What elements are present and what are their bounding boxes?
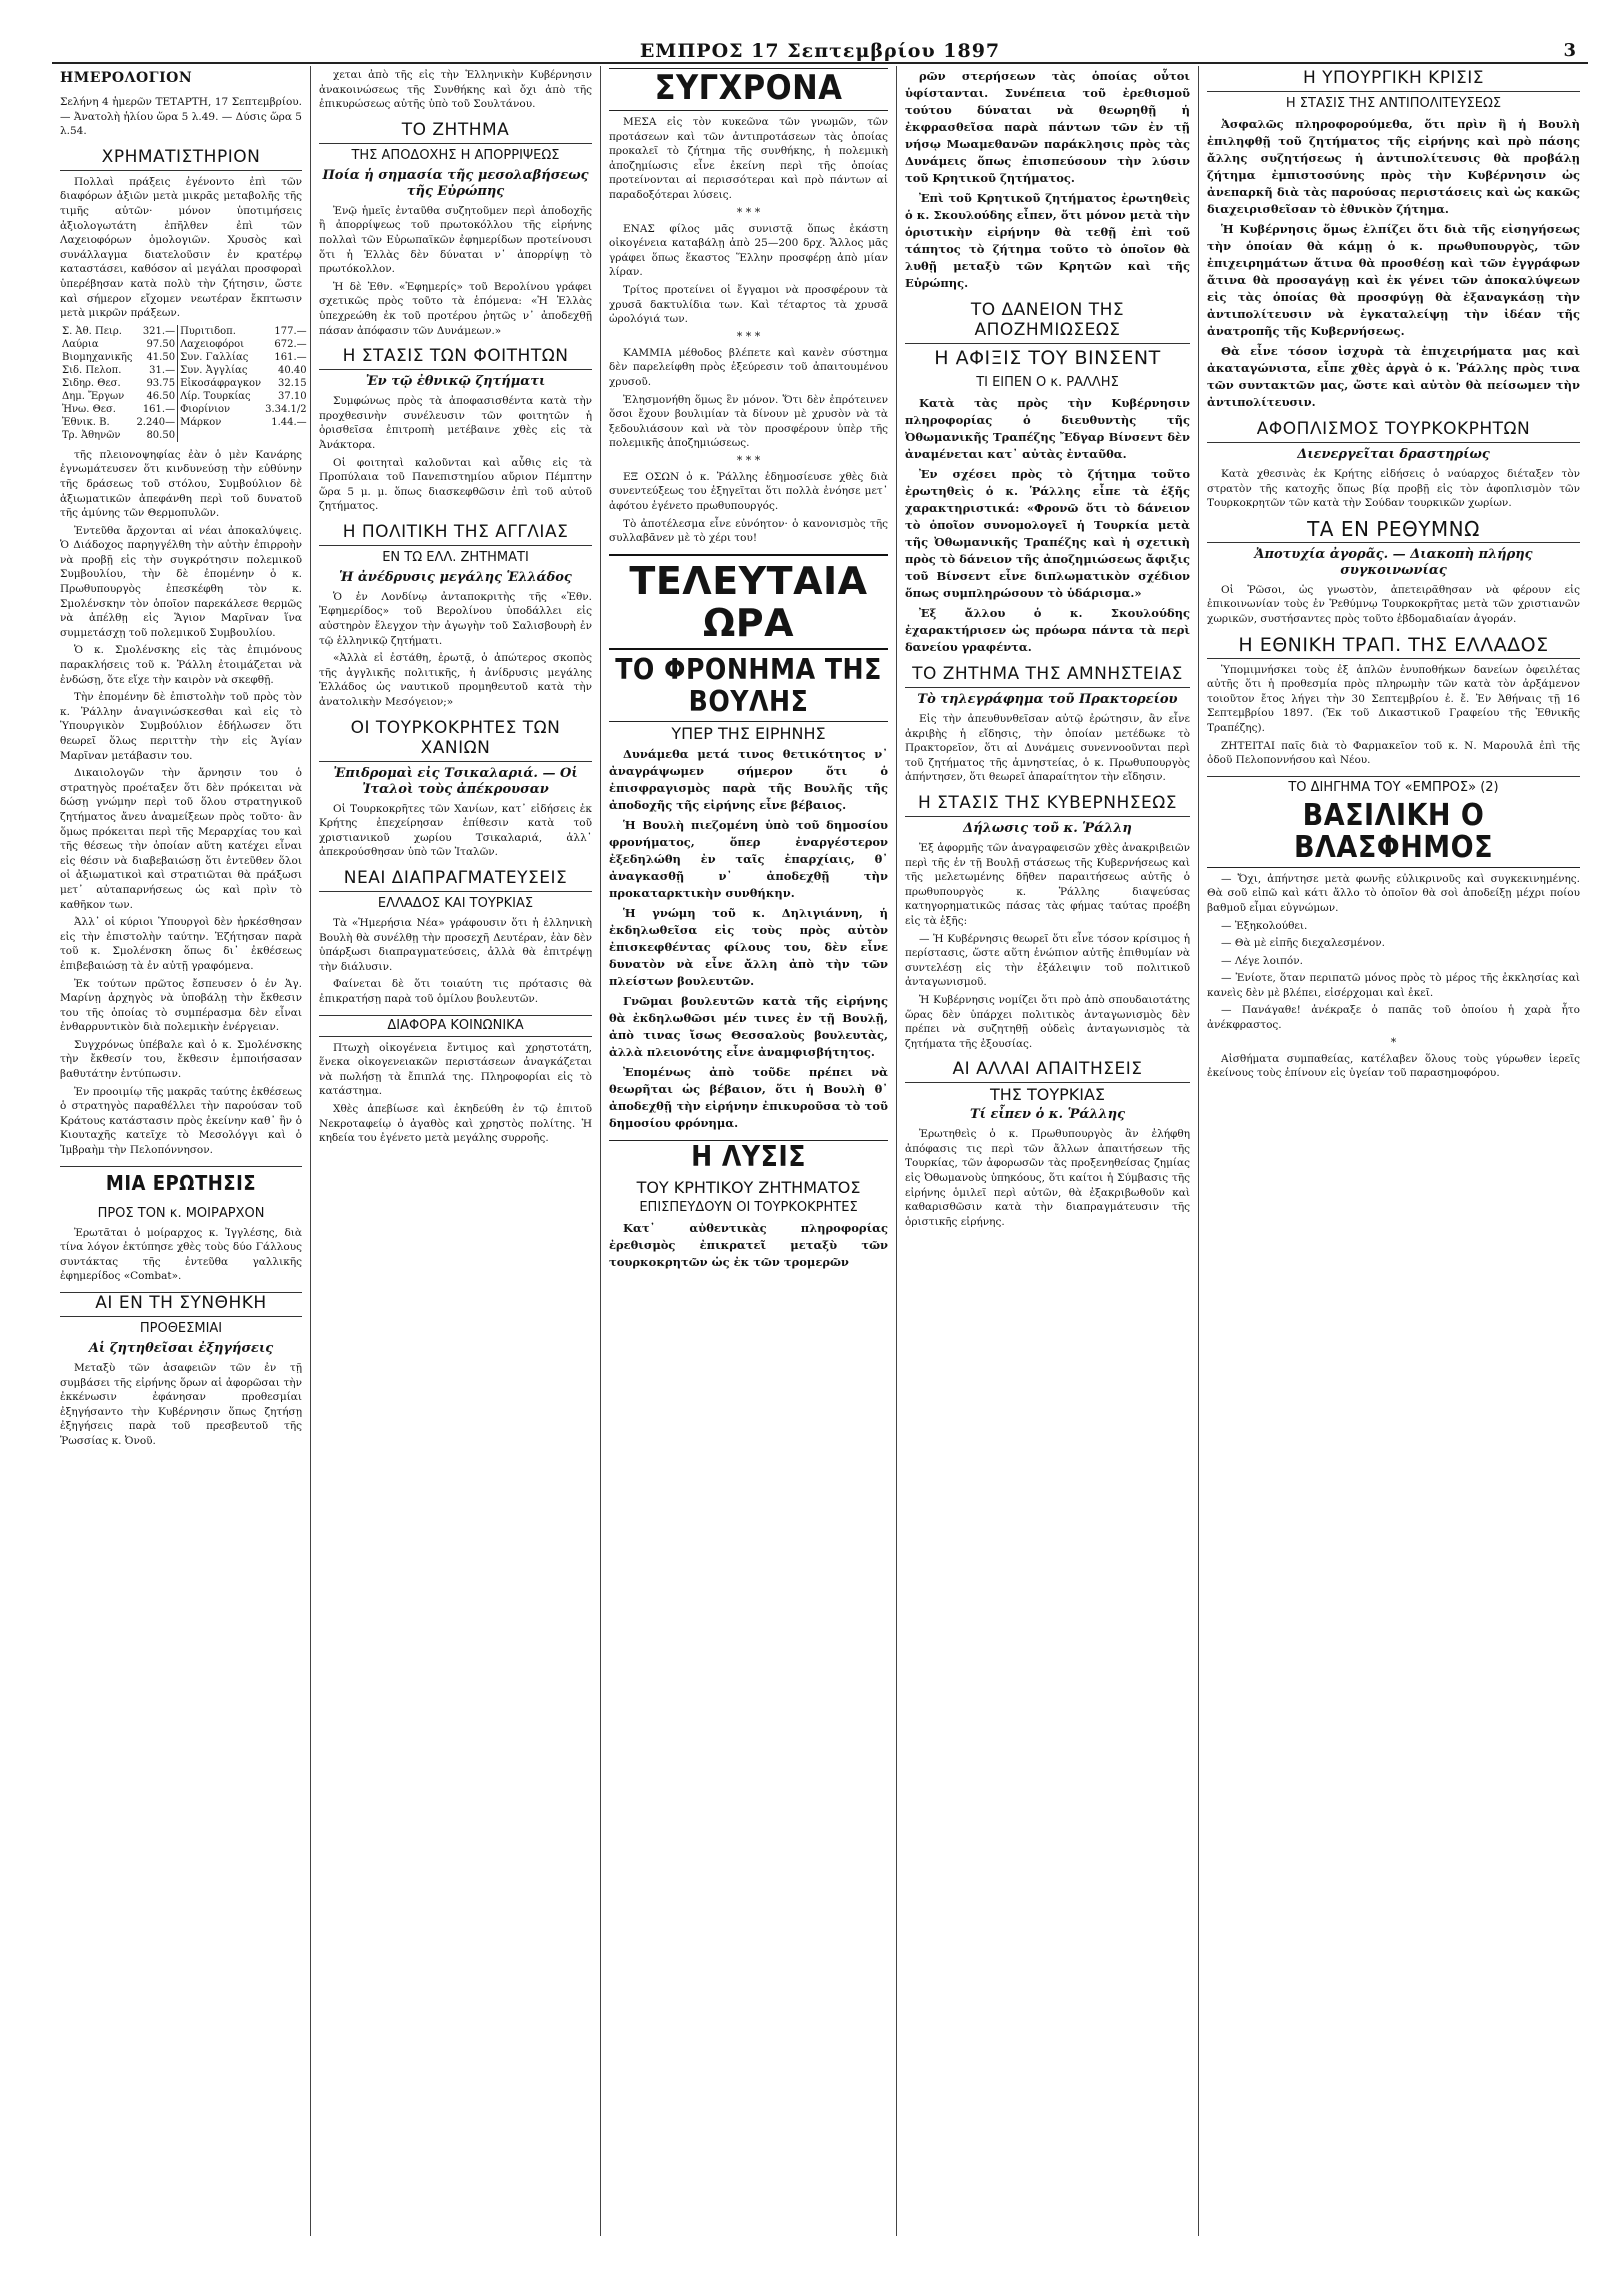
article-paragraph: Ἐνῷ ἡμεῖς ἐνταῦθα συζητοῦμεν περὶ ἀποδοχῆς ἢ ἀπορρίψεως τοῦ πρωτοκόλλου τῆς εἰρήνης πολλαὶ τῶν Εὐρωπαϊκῶν ἐφημερίδων προτείνουσι ὅτι ἡ Ἑλλὰς δὲν δύναται ν᾽ ἀπορρίψῃ τὸ πρωτόκολλον. [319, 204, 592, 276]
article-paragraph: Μεταξὺ τῶν ἀσαφειῶν τῶν ἐν τῇ συμβάσει τῆς εἰρήνης ὅρων αἱ ἀφορῶσαι τὴν ἐκκένωσιν ἐφάνησαν προθεσμίαι ἐξηγήσαντο τὴν Κυβέρνησιν ὅπως ζητήσῃ ἐξηγήσεις παρὰ τοῦ πρεσβευτοῦ τῆς Ῥωσσίας κ. Ὀνοῦ. [60, 1362, 302, 1447]
bourse-security [178, 429, 264, 442]
article-paragraph: Θὰ εἶνε τόσον ἰσχυρὰ τὰ ἐπιχειρήματα μας καὶ ἀκαταγώνιστα, εἶπε χθὲς ἀργὰ ὁ κ. Ῥάλλης πρὸς τινα τῶν συντακτῶν μας, ὥστε καὶ αὐτὸν θὰ πείσωμεν τὴν ἀντιπολίτευσιν. [1207, 344, 1580, 409]
ephemeris-title: ΗΜΕΡΟΛΟΓΙΟΝ [60, 70, 193, 86]
bourse-price: 93.75 [146, 377, 176, 389]
article-subtitle-2: ΥΠΕΡ ΤΗΣ ΕΙΡΗΝΗΣ [671, 723, 826, 743]
article-question-acceptance [319, 120, 592, 338]
story-paragraph: — Πανάγαθε! ἀνέκραξε ὁ παπᾶς τοῦ ὁποίου ἡ χαρὰ ἦτο ἀνέκφραστος. [1207, 1004, 1580, 1032]
article-paragraph: Εἰς τὴν ἀπευθυνθεῖσαν αὐτῷ ἐρώτησιν, ἂν εἶνε ἀκριβὴς ἡ εἴδησις, τὴν ὁποίαν μετέδωκε τὸ Πρακτορεῖον, ὅτι αἱ Δυνάμεις συνεννοοῦνται περὶ τοῦ ζητήματος τῆς ἀμνηστείας, ὁ κ. Πρωθυπουργὸς ἀπήντησεν, ὅτι θεωρεῖ ἀπαραίτητον τὴν εἴδησιν. [905, 713, 1190, 784]
treaty-section [60, 1292, 302, 1449]
article-paragraph: Ὑπομιμνήσκει τοὺς ἐξ ἀπλῶν ἐνυποθήκων δανείων ὀφειλέτας αὐτῆς ὅτι ἡ προθεσμία πρὸς πληρωμὴν τῶν κατὰ τὸν ἀρξάμενον τοιοῦτον ἔτος λήγει τὴν 30 Σεπτεμβρίου ἐ. ἔ. Ἐν Ἀθήναις τῇ 16 Σεπτεμβρίου 1897. (Ἐκ τοῦ Δικαστικοῦ Γραφείου τῆς Ἐθνικῆς Τραπέζης). [1207, 663, 1580, 734]
article-paragraph: Ἐπομένως ἀπὸ τοῦδε πρέπει νὰ θεωρῆται ὡς βέβαιον, ὅτι ἡ Βουλὴ θ᾽ ἀποδεχθῇ τὴν εἰρήνην ἐπικυροῦσα τὸ τοῦ δημοσίου φρόνημα. [609, 1064, 888, 1130]
article-title: ΤΟ ΖΗΤΗΜΑ [319, 120, 592, 144]
article-heading: Ἀποτυχία ἀγορᾶς. — Διακοπὴ πλήρης συγκοινωνίας [1254, 546, 1533, 578]
bourse-security: Ἠνω. Θεσ. [62, 403, 116, 415]
bourse-security: Βιομηχανικῆς [62, 351, 133, 363]
article-turkocretans-chania [319, 718, 592, 860]
article-title: ΤΕΛΕΥΤΑΙΑ ΩΡΑ [609, 554, 888, 650]
story-paragraph: — Θὰ μὲ εἰπῆς διεχαλεσμένον. [1221, 937, 1385, 950]
article-paragraph: Ἐντεῦθα ἄρχονται αἱ νέαι ἀποκαλύψεις. Ὁ Διάδοχος παρηγγέλθη τὴν αὐτὴν ἐπιρροὴν νὰ προβῇ εἰς τὴν συγκρότησιν πολεμικοῦ Συμβουλίου, τὴν δὲ ἐπομένην ὁ κ. Πρωθυπουργὸς ἐπεσκέφθη τὸν κ. Σμολένσκην τὸν ὁποῖον παρεκάλεσε θερμῶς νὰ ἀπέλθῃ εἰς Ἅγιον Μαρῖναν ἵνα συμμετάσχῃ τοῦ πολεμικοῦ Συμβουλίου. [60, 524, 302, 639]
article-title: Η ΣΤΑΣΙΣ ΤΗΣ ΚΥΒΕΡΝΗΣΕΩΣ [905, 793, 1190, 817]
article-other-demands [905, 1059, 1190, 1229]
classified-notice: ΖΗΤΕΙΤΑΙ παῖς διὰ τὸ Φαρμακεῖον τοῦ κ. Ν. Μαρουλᾶ ἐπὶ τῆς ὁδοῦ Πελοποννήσου καὶ Νέου. [1207, 739, 1580, 767]
article-cretan-solution [609, 1140, 888, 1271]
article-paragraph: Κατὰ τὰς πρὸς τὴν Κυβέρνησιν πληροφορίας ὁ διευθυντὴς τῆς Ὀθωμανικῆς Τραπέζης Ἔδγαρ Βίνσεντ δὲν ἀναμένεται κατ᾽ αὐτὰς ἐνταῦθα. [905, 396, 1190, 461]
bourse-price: 40.40 [278, 364, 307, 376]
page-number: 3 [1563, 40, 1576, 61]
article-paragraph: Ἐρωτᾶται ὁ μοίραρχος κ. Ἰγγλέσης, διὰ τίνα λόγον ἐκτύπησε χθὲς τοὺς δύο Γάλλους συντάκτας τῆς ἐντεῦθα γαλλικῆς ἐφημερίδος «Combat». [60, 1226, 302, 1283]
article-paragraph: Ἐξ ἀφορμῆς τῶν ἀναγραφεισῶν χθὲς ἀνακριβειῶν περὶ τῆς ἐν τῇ Βουλῇ στάσεως τῆς Κυβερνήσεως καὶ τῆς μελετωμένης δῆθεν παραιτήσεως αὐτῆς ὁ πρωθυπουργὸς κ. Ῥάλλης διαψεύσας κατηγορηματικῶς πάσας τὰς φήμας ταύτας προέβη εἰς τὰ ἑξῆς: [905, 841, 1190, 927]
continued-text [319, 68, 592, 112]
bourse-row [60, 364, 309, 377]
article-paragraph: Ἐρωτηθεὶς ὁ κ. Πρωθυπουργὸς ἂν ἐλήφθη ἀπόφασις τις περὶ τῶν ἄλλων ἀπαιτήσεων τῆς Τουρκίας, τῶν ἀφορωσῶν τὰς προξενηθείσας ζημίας εἰς Ὀθωμανοὺς ὑπηκόους, ὅτι καίτοι ἡ Σύμβασις τῆς εἰρήνης ὁμιλεῖ περὶ αὐτῶν, θὰ ἐξακριβωθοῦν καὶ καθαρισθῶσιν κατὰ τὴν διαπραγμάτευσιν τῆς ὁριστικῆς εἰρήνης. [905, 1128, 1190, 1228]
bourse-price: 672.— [274, 338, 307, 350]
separator: * * * [736, 205, 761, 219]
ephemeris-section [60, 68, 302, 139]
bourse-price: 321.— [142, 325, 176, 337]
article-disarmament [1207, 419, 1580, 511]
bourse-security: Τρ. Ἀθηνῶν [62, 429, 121, 441]
article-title: Η ΛΥΣΙΣ [609, 1140, 888, 1176]
article-subtitle: ΤΗΣ ΑΠΟΔΟΧΗΣ Η ΑΠΟΡΡΙΨΕΩΣ [351, 147, 560, 163]
bourse-security: Φιορίνιον [178, 403, 264, 416]
article-subtitle-2: ΕΠΙΣΠΕΥΔΟΥΝ ΟΙ ΤΟΥΡΚΟΚΡΗΤΕΣ [639, 1199, 858, 1215]
article-title: ΑΦΟΠΛΙΣΜΟΣ ΤΟΥΡΚΟΚΡΗΤΩΝ [1207, 419, 1580, 443]
bourse-row [60, 390, 309, 403]
article-heading: Δήλωσις τοῦ κ. Ῥάλλη [963, 820, 1132, 836]
column-5 [1198, 66, 1588, 2236]
article-heading: Τὸ τηλεγράφημα τοῦ Πρακτορείου [917, 692, 1178, 707]
article-title: Η ΕΘΝΙΚΗ ΤΡΑΠ. ΤΗΣ ΕΛΛΑΔΟΣ [1207, 635, 1580, 659]
article-paragraph: ΕΞ ΟΣΩΝ ὁ κ. Ῥάλλης ἐδημοσίευσε χθὲς διὰ συνεντεύξεως του ἐξηγεῖται ὅτι πολλὰ ἐνόησε μετ᾽ ἀφότου ἐγένετο πρωθυπουργός. [609, 470, 888, 513]
article-paragraph: Ἡ γνώμη τοῦ κ. Δηλιγιάννη, ἡ ἐκδηλωθεῖσα εἰς τοὺς πρὸς αὐτὸν ἐπισκεφθέντας φίλους του, δὲν εἶνε δυνατὸν νὰ εἶνε ἄλλη ἀπὸ τὴν τῶν πλείστων βουλευτῶν. [609, 905, 888, 988]
article-paragraph: ΕΝΑΣ φίλος μᾶς συνιστᾷ ὅπως ἑκάστη οἰκογένεια καταβάλῃ ἀπὸ 25—200 δρχ. Ἄλλος μᾶς γράφει ὅπως ἕκαστος Ἕλλην προσφέρῃ ἀπὸ μίαν λίραν. [609, 222, 888, 279]
bourse-security: Σ. Ἀθ. Πειρ. [62, 325, 122, 337]
article-government-stance [905, 793, 1190, 1051]
bourse-security: Ἐθνικ. Β. [62, 416, 110, 428]
article-title: ΤΑ ΕΝ ΡΕΘΥΜΝΩ [1207, 519, 1580, 543]
article-paragraph: Ἡ Βουλὴ πιεζομένη ὑπὸ τοῦ δημοσίου φρονήματος, ὅπερ ἐναργέστερον ἐξεδηλώθη ἐν ταῖς ἐπαρχίαις, θ᾽ ἀναγκασθῇ ν᾽ ἀποδεχθῇ τὴν προκαταρκτικὴν συνθήκην. [609, 817, 888, 900]
bourse-price: 161.— [142, 403, 176, 415]
article-title: Η ΠΟΛΙΤΙΚΗ ΤΗΣ ΑΓΓΛΙΑΣ [319, 522, 592, 546]
column-4 [896, 66, 1198, 2236]
article-title: Η ΥΠΟΥΡΓΙΚΗ ΚΡΙΣΙΣ [1207, 68, 1580, 92]
article-amnesty [905, 664, 1190, 785]
bourse-row [60, 416, 309, 429]
article-paragraph: Ἡ δὲ Ἐθν. «Ἐφημερίς» τοῦ Βερολίνου γράφει σχετικῶς πρὸς τοῦτο τὰ ἑπόμενα: «Ἡ Ἑλλὰς ὑπεχρεώθη ἐκ τοῦ προτέρου ῥητῶς ν᾽ ἀποδεχθῇ πάσαν ἀπόφασιν τῶν Δυνάμεων.» [319, 280, 592, 337]
bourse-row [60, 377, 309, 390]
article-paragraph: Πτωχὴ οἰκογένεια ἔντιμος καὶ χρηστοτάτη, ἕνεκα οἰκογενειακῶν περιστάσεων ἀναγκάζεται νὰ πωλήσῃ τὰ ἔπιπλά της. Πληροφορίαι εἰς τὸ κατάστημα. [319, 1041, 592, 1098]
story-paragraph: — Ἐνίοτε, ὅταν περιπατῶ μόνος πρὸς τὸ μέρος τῆς ἐκκλησίας καὶ κανεὶς δὲν μὲ βλέπει, εἰσέρχομαι καὶ ἐκεῖ. [1207, 972, 1580, 999]
article-paragraph: Τρίτος προτείνει οἱ ἔγγαμοι νὰ προσφέρουν τὰ χρυσᾶ δακτυλίδια των. Καὶ τέταρτος τὰ χρυσᾶ ὡρολόγιά των. [609, 283, 888, 326]
separator: * [1390, 1035, 1397, 1049]
bourse-price: 46.50 [146, 390, 176, 402]
article-subtitle: Η ΣΤΑΣΙΣ ΤΗΣ ΑΝΤΙΠΟΛΙΤΕΥΣΕΩΣ [1285, 96, 1502, 111]
article-paragraph: Χθὲς ἀπεβίωσε καὶ ἐκηδεύθη ἐν τῷ ἐπιτοῦ Νεκροταφείῳ ὁ ἀγαθὸς καὶ χρηστὸς πολίτης. Ἡ κηδεία του ἐγένετο μετὰ μεγάλης συρροῆς. [319, 1102, 592, 1145]
article-paragraph: Ἀλλ᾽ οἱ κύριοι Ὑπουργοὶ δὲν ἠρκέσθησαν εἰς τὴν ἐπιστολὴν ταύτην. Ἐζήτησαν παρὰ τοῦ κ. Σμολένσκη ὅπως δι᾽ ἐκθέσεως ἐπιβεβαιώσῃ τὰ ἐν αὐτῇ γραφόμενα. [60, 916, 302, 972]
article-paragraph: Ἐξ ἄλλου ὁ κ. Σκουλούδης ἐχαρακτήρισεν ὡς πρόωρα πάντα τὰ περὶ δανείου γραφέντα. [905, 606, 1190, 654]
bourse-table [60, 325, 309, 442]
story-paragraph: — Ἐξηκολούθει. [1221, 919, 1308, 932]
article-title: ΣΥΓΧΡΟΝΑ [609, 68, 888, 111]
article-heading: Ἐν τῷ ἐθνικῷ ζητήματι [365, 374, 546, 390]
question-section [60, 1166, 302, 1284]
bourse-price: 80.50 [146, 429, 176, 441]
column-2 [310, 66, 600, 2236]
bourse-security: Σιδηρ. Θεσ. [62, 377, 121, 389]
bourse-security: Λαύρια [62, 338, 99, 350]
article-subtitle: ΕΛΛΑΔΟΣ ΚΑΙ ΤΟΥΡΚΙΑΣ [377, 896, 534, 911]
article-paragraph: Δικαιολογῶν τὴν ἄρνησιν του ὁ στρατηγὸς προέταξεν ὅτι δὲν πρόκειται νὰ δώσῃ γνώμην περὶ τοῦ ὅλου στρατηγικοῦ ζητήματος ἄνευ ἀναμείξεων πρὸς τοῦτο· ἂν ὅμως πρόκειται περὶ τῆς Μεραρχίας του καὶ τῆς θέσεως τὴν ὁποίαν αὕτη κατέχει εἶναι εἰς θέσιν νὰ διαβεβαιώσῃ ὅτι ἐντεῦθεν ὅλοι οἱ ἀξιωματικοὶ καὶ στρατιῶται θὰ πράξωσι μετ᾽ αὐταπαρνήσεως ὡς καὶ πρὶν τὸ καθῆκον των. [60, 767, 302, 911]
bourse-row [60, 403, 309, 416]
bourse-price: 37.10 [278, 390, 307, 402]
article-paragraph: Ἡ Κυβέρνησις νομίζει ὅτι πρὸ ἀπὸ σπουδαιοτάτης ὥρας δὲν ὑπάρχει πολιτικὸς ἀνταγωνισμὸς δὲν πρέπει νὰ συζητηθῇ οὐδεὶς ἀνταγωνισμὸς τὰ ζητήματα τῆς ἐξουσίας. [905, 993, 1190, 1050]
article-subtitle: ΤΟ ΦΡΟΝΗΜΑ ΤΗΣ ΒΟΥΛΗΣ [609, 654, 888, 722]
article-heading: Ἐπιδρομαὶ εἰς Τσικαλαριά. — Οἱ Ἰταλοὶ τοὺς ἀπέκρουσαν [333, 765, 578, 797]
article-title: ΔΙΑΦΟΡΑ ΚΟΙΝΩΝΙΚΑ [319, 1015, 592, 1037]
article-subtitle: ΤΗΣ ΤΟΥΡΚΙΑΣ [989, 1085, 1106, 1105]
story-paragraph: — Λέγε λοιπόν. [1221, 954, 1303, 967]
article-paragraph: Ἡ Κυβέρνησις ὅμως ἐλπίζει ὅτι διὰ τῆς εἰσηγήσεως τὴν ὁποίαν θὰ κάμῃ ὁ κ. πρωθυπουργὸς, τῶν ἐπιχειρημάτων ἅτινα θὰ προσθέσῃ καὶ τῶν ἐγγράφων ἅτινα θὰ προσαγάγῃ καὶ ἐκ γένει τῶν ἀποκαλύψεων εἰς τὰς ὁποίας θὰ προσφύγῃ θὰ ἐξαναγκάσῃ τὴν ἀντιπολίτευσιν νὰ ἐγκαταλείψῃ τὴν ἰδέαν τῆς ἀνατροπῆς τῆς Κυβερνήσεως. [1207, 222, 1580, 338]
bourse-security: Λίρ. Τουρκίας [178, 390, 264, 403]
bourse-security: Εἰκοσάφραγκον [178, 377, 264, 390]
bourse-row [60, 325, 309, 338]
bourse-row [60, 351, 309, 364]
story-paragraph: Αἰσθήματα συμπαθείας, κατέλαβεν ὅλους τοὺς γύρωθεν ἱερεῖς ἐκείνους τοὺς ἐπίνουν εἰς ὑγείαν τοῦ παρασημοφόρου. [1207, 1052, 1580, 1080]
article-paragraph: τῆς πλειονοψηφίας ἐὰν ὁ μὲν Κανάρης ἐγνωμάτευσεν ὅτι κινδυνεύσῃ τὴν εὐθύνην τῆς δράσεως τοῦ στόλου, Συμβούλιον δὲ ἀξιωματικῶν ἀπεφάνθη περὶ τοῦ δυνατοῦ τῆς ἀμύνης τῶν Θερμοπυλῶν. [60, 448, 302, 520]
article-paragraph: «Ἀλλὰ εἰ ἐστάθη, ἐρωτᾷ, ὁ ἀπώτερος σκοπὸς τῆς ἀγγλικῆς πολιτικῆς, ἡ ἀνίδρυσις μεγάλης Ἑλλάδος ὡς ναυτικοῦ προμηθευτοῦ κατὰ τὴν ἀνατολικὴν Μεσόγειον;» [319, 652, 592, 709]
bourse-security: Πυριτιδοπ. [178, 325, 264, 338]
article-paragraph: Ἐκ τούτων πρῶτος ἔσπευσεν ὁ ἐν Ἁγ. Μαρίνῃ ἀρχηγὸς νὰ ὑποβάλῃ τὴν ἔκθεσιν του τῆς ὁποίας τὸ συμπέρασμα δὲν εἶναι ἐνθαρρυντικὸν διὰ πολεμικὴν ἐνέργειαν. [60, 977, 302, 1034]
bourse-security: Συν. Ἀγγλίας [178, 364, 264, 377]
bourse-text: Πολλαὶ πράξεις ἐγένοντο ἐπὶ τῶν διαφόρων ἀξιῶν μετὰ μικρᾶς μεταβολῆς τῆς τιμῆς αὐτῶν· μόνον ὑποτιμήσεις ἀξιολογωτάτη ἐπῆλθεν ἐπὶ τῶν Λαχειοφόρων ὁμολογιῶν. Χρυσὸς καὶ συνάλλαγμα διατελοῦσιν ἐν κρατέρῳ καταστάσει, καθόσον αἱ μεγάλαι προσφοραὶ ὑπερέβησαν κατὰ πολὺ τὴν ζήτησιν, ὥστε καὶ σήμερον εἴχομεν νεωτέραν ἔκπτωσιν μετὰ μικρῶν πράξεων. [60, 175, 302, 320]
article-title: ΤΟ ΔΑΝΕΙΟΝ ΤΗΣ ΑΠΟΖΗΜΙΩΣΕΩΣ [905, 300, 1190, 344]
bourse-price: 97.50 [146, 338, 176, 350]
article-heading: Ἡ ἀνέδρυσις μεγάλης Ἑλλάδος [339, 569, 572, 585]
article-title: ΤΟ ΖΗΤΗΜΑ ΤΗΣ ΑΜΝΗΣΤΕΙΑΣ [905, 664, 1190, 688]
separator: * * * [736, 453, 761, 467]
article-subtitle: ΕΝ ΤΩ ΕΛΛ. ΖΗΤΗΜΑΤΙ [382, 549, 529, 565]
story-paragraph: — Ὄχι, ἀπήντησε μετὰ φωνῆς εὐλικρινοῦς καὶ συγκεκινημένης. Θὰ σοῦ εἰπῶ καὶ κάτι ἄλλο τὸ ὁποῖον θὰ σοὶ ἀποδείξῃ μέχρι ποίου βαθμοῦ εἶμαι εὐγνώμων. [1207, 872, 1580, 914]
bourse-security: Μάρκον [178, 416, 264, 429]
bourse-price: 3.34.1/2 [265, 403, 307, 415]
article-england-policy [319, 522, 592, 710]
article-paragraph: Τὰ «Ἡμερήσια Νέα» γράφουσιν ὅτι ἡ ἑλληνικὴ Βουλὴ θὰ συνέλθῃ τὴν προσεχῆ Δευτέραν, ἐὰν δὲν ὑπάρξωσι διαπραγματεύσεις, ἀλλὰ θὰ ἐπιτρέψῃ τὴν διάλυσιν. [319, 917, 592, 973]
column-3 [600, 66, 896, 2236]
bourse-row [60, 429, 309, 442]
bourse-section [60, 146, 307, 1158]
article-paragraph: Ἐπὶ τοῦ Κρητικοῦ ζητήματος ἐρωτηθεὶς ὁ κ. Σκουλούδης εἶπεν, ὅτι μόνον μετὰ τὴν ὁριστικὴν εἰρήνην θὰ τεθῇ ἐπὶ τοῦ τάπητος τὸ ζήτημα τοῦτο τὸ ὁποῖον θὰ λυθῇ μεταξὺ τῶν Κρητῶν καὶ τῆς Εὐρώπης. [905, 191, 1190, 290]
article-paragraph: ΜΕΣΑ εἰς τὸν κυκεῶνα τῶν γνωμῶν, τῶν προτάσεων καὶ τῶν ἀντιπροτάσεων τὰς ὁποίας προκαλεῖ τὸ ζήτημα τῆς συνθήκης, ἡ πολεμικὴ ἀποζημίωσις εἶνε ἐκείνη περὶ τῆς ὁποίας προτείνονται αἱ περισσότεραι καὶ πρὸ πάντων αἱ παραδοξότεραι λύσεις. [609, 116, 888, 201]
bourse-row [60, 338, 309, 351]
article-paragraph: Δυνάμεθα μετά τινος θετικότητος ν᾽ ἀναγράψωμεν σήμερον ὅτι ὁ ἐπισφραγισμὸς παρὰ τῆς Βουλῆς τῆς ἀποδοχῆς τῆς εἰρήνης εἶνε βέβαιος. [609, 746, 888, 812]
bourse-price: 161.— [274, 351, 307, 363]
serial-label: ΤΟ ΔΙΗΓΗΜΑ ΤΟΥ «ΕΜΠΡΟΣ» (2) [1207, 776, 1580, 796]
article-students [319, 346, 592, 514]
article-paragraph: Κατ᾽ αὐθεντικὰς πληροφορίας ἐρεθισμὸς ἐπικρατεῖ μεταξὺ τῶν τουρκοκρητῶν ὡς ἐκ τῶν τρομερῶν [609, 1220, 888, 1269]
serial-title: ΒΑΣΙΛΙΚΗ Ο ΒΛΑΣΦΗΜΟΣ [1207, 800, 1580, 868]
article-paragraph: Ἐν προοιμίῳ τῆς μακρᾶς ταύτης ἐκθέσεως ὁ στρατηγὸς παραθέλλει τὴν παρούσαν τοῦ Κράτους κατάστασιν πρὸς ἐκείνην καθ᾽ ἣν ὁ Κιουταχῆς κατεῖχε τὸ Μεσολόγγι καὶ ὁ Ἰμβραὴμ τὴν Πελοπόννησον. [60, 1085, 302, 1157]
article-paragraph: Ὁ κ. Σμολένσκης εἰς τὰς ἐπιμόνους παρακλήσεις τοῦ κ. Ῥάλλη ἐτοιμάζεται νὰ ἐνδώσῃ, ὅτε εἴχε τὴν καιρὸν νὰ σκεφθῇ. [60, 644, 302, 686]
treaty-subtitle: ΠΡΟΘΕΣΜΙΑΙ [139, 1321, 223, 1336]
article-paragraph: Φαίνεται δὲ ὅτι τοιαύτη τις πρότασις θὰ ἐπικρατήσῃ παρὰ τοῦ ὁμίλου βουλευτῶν. [319, 978, 592, 1005]
article-rethymno [1207, 516, 1580, 627]
separator: * * * [736, 329, 761, 343]
article-paragraph: — Ἡ Κυβέρνησις θεωρεῖ ὅτι εἶνε τόσον κρίσιμος ἡ περίστασις, ὥστε αὕτη ἐνώπιον αὐτῆς ἐπιθυμίαν νὰ συντελέσῃ εἰς τὴν ἐξάλειψιν τοῦ πολιτικοῦ ἀνταγωνισμοῦ. [905, 932, 1190, 989]
newspaper-title: ΕΜΠΡΟΣ 17 Σεπτεμβρίου 1897 [639, 40, 1001, 62]
bourse-title: ΧΡΗΜΑΤΙΣΤΗΡΙΟΝ [60, 147, 302, 171]
bourse-price: 177.— [274, 325, 307, 337]
article-last-hour [609, 554, 888, 1132]
article-heading: Διενεργεῖται δραστηρίως [1297, 447, 1490, 462]
article-loan [905, 300, 1190, 656]
article-title: Η ΣΤΑΣΙΣ ΤΩΝ ΦΟΙΤΗΤΩΝ [319, 346, 592, 370]
bourse-price: 41.50 [146, 351, 176, 363]
article-paragraph: Οἱ φοιτηταὶ καλοῦνται καὶ αὖθις εἰς τὰ Προπύλαια τοῦ Πανεπιστημίου αὔριον Πέμπτην ὥρα 5 μ. μ. ὅπως διασκεφθῶσιν ἐπὶ τοῦ αὐτοῦ ζητήματος. [319, 456, 592, 513]
bourse-security: Λαχειοφόροι [178, 338, 264, 351]
article-paragraph: Ἐν σχέσει πρὸς τὸ ζήτημα τοῦτο ἐρωτηθεὶς ὁ κ. Ῥάλλης εἶπε τὰ ἑξῆς χαρακτηριστικά: «Φρονῶ ὅτι τὸ δάνειον τὸ ὁποῖον συνομολογεῖ ἡ Τουρκία μετὰ τῆς Ὀθωμανικῆς Τραπέζης καὶ ἡ σχετικὴ πρὸς τὸ δάνειον τῆς ἀποζημιώσεως ἄφιξις τοῦ Βίνσεντ εἶνε διπλωματικὸν σχέδιον ὅπως συμπληρώσουν τὸ ὑδάρισμα.» [905, 467, 1190, 600]
article-paragraph: ΚΑΜΜΙΑ μέθοδος βλέπετε καὶ κανὲν σύστημα δὲν παρελείφθη πρὸς ἐξεύρεσιν τοῦ ἀπαιτουμένου χρυσοῦ. [609, 346, 888, 388]
article-new-negotiations [319, 868, 592, 1007]
article-paragraph: Τὴν ἐπομένην δὲ ἐπιστολὴν τοῦ πρὸς τὸν κ. Ῥάλλην ἀναγινώσκεσθαι καὶ εἰς τὸ Ὑπουργικὸν Συμβούλιον ἐδήλωσεν ὅτι θεωρεῖ ὅλως περιττὴν τὴν εἰς Ἁγίαν Μαρῖναν μετάβασιν του. [60, 691, 302, 762]
article-paragraph: Γνῶμαι βουλευτῶν κατὰ τῆς εἰρήνης θὰ ἐκδηλωθῶσι μέν τινες ἐν τῇ Βουλῇ, ἀπὸ τινας ἴσως Θεσσαλοὺς βουλευτὰς, ἀλλὰ πλειονότης εἶνε ἀναμφισβήτητος. [609, 993, 888, 1059]
bourse-price: 31.— [149, 364, 176, 376]
article-paragraph: Τὸ ἀποτέλεσμα εἶνε εὐνόητον· ὁ κανονισμὸς τῆς συλλαβᾶνεν μὲ τὸ χέρι του! [609, 517, 888, 545]
article-title: ΝΕΑΙ ΔΙΑΠΡΑΓΜΑΤΕΥΣΕΙΣ [319, 868, 592, 892]
question-subtitle: ΠΡΟΣ ΤΟΝ κ. ΜΟΙΡΑΡΧΟΝ [97, 1205, 265, 1221]
article-paragraph: Συμφώνως πρὸς τὰ ἀποφασισθέντα κατὰ τὴν προχθεσινὴν συνέλευσιν τῶν φοιτητῶν ἡ ὁρισθεῖσα ἐπιτροπὴ μετέβαινε χθὲς εἰς τὰ Ἀνάκτορα. [319, 395, 592, 451]
article-paragraph: Ὁ ἐν Λονδίνῳ ἀνταποκριτὴς τῆς «Ἐθν. Ἐφημερίδος» τοῦ Βερολίνου ὑποδάλλει εἰς αὐστηρὸν ἔλεγχον τὴν ἀγωγὴν τοῦ Σαλισβουρὴ ἐν τῷ ἑλληνικῷ ζητήματι. [319, 590, 592, 647]
bourse-security: Συν. Γαλλίας [178, 351, 264, 364]
article-paragraph: Ἐλησμονήθη ὅμως ἓν μόνον. Ὅτι δὲν ἐπρότεινεν ὅσοι ἔχουν βουλιμίαν τὰ δίνουν μὲ χρυσὸν νὰ τὰ ξεδουλιάσουν καὶ νὰ τὸν προσφέρουν ὑπὲρ τῆς πολεμικῆς ἀποζημιώσεως. [609, 393, 888, 450]
article-national-bank [1207, 635, 1580, 768]
article-paragraph: Οἱ Τουρκοκρῆτες τῶν Χανίων, κατ᾽ εἰδήσεις ἐκ Κρήτης ἐπεχείρησαν ἐπίθεσιν κατὰ τοῦ χριστιανικοῦ χωρίου Τσικαλαριά, ἀλλ᾽ ἀπεκρούσθησαν ὑπὸ τῶν Ἰταλῶν. [319, 802, 592, 859]
article-paragraph: Οἱ Ῥῶσοι, ὡς γνωστὸν, ἀπετειρᾶθησαν νὰ φέρουν εἰς ἐπικοινωνίαν τοὺς ἐν Ῥεθύμνῳ Τουρκοκρῆτας μετὰ τῶν χριστιανῶν χωρικῶν, συστήσαντες πρὸς τοῦτο ἑβδομαδιαίαν ἀγοράν. [1207, 583, 1580, 625]
ephemeris-text: Σελήνη 4 ἡμερῶν ΤΕΤΑΡΤΗ, 17 Σεπτεμβρίου. — Ἀνατολὴ ἡλίου ὥρα 5 λ.49. — Δύσις ὥρα 5 λ.54. [60, 96, 302, 138]
masthead [52, 40, 1588, 60]
article-title: ΟΙ ΤΟΥΡΚΟΚΡΗΤΕΣ ΤΩΝ ΧΑΝΙΩΝ [319, 718, 592, 762]
bourse-price: 2.240— [136, 416, 176, 428]
article-subtitle: ΤΟΥ ΚΡΗΤΙΚΟΥ ΖΗΤΗΜΑΤΟΣ [636, 1177, 861, 1197]
article-paragraph: Συγχρόνως ὑπέβαλε καὶ ὁ κ. Σμολένσκης τὴν ἔκθεσίν του, ἔκθεσιν ἐμποιήσασαν βαθυτάτην ἐντύπωσιν. [60, 1038, 302, 1081]
article-ministerial-crisis [1207, 68, 1580, 411]
article-heading: Τί εἶπεν ὁ κ. Ῥάλλης [969, 1107, 1126, 1123]
column-1 [52, 66, 310, 2236]
question-title: ΜΙΑ ΕΡΩΤΗΣΙΣ [60, 1166, 302, 1202]
article-paragraph: Κατὰ χθεσινὰς ἐκ Κρήτης εἰδήσεις ὁ ναύαρχος διέταξεν τὸν στρατὸν τῆς κατοχῆς ὅπως βίᾳ προβῇ εἰς τὸν ἀφοπλισμὸν τῶν Τουρκοκρητῶν τῶν κατὰ τὴν Σούδαν τουρκικῶν χωρίων. [1207, 468, 1580, 510]
serial-story [1207, 776, 1580, 1081]
article-social-notices [319, 1015, 592, 1146]
continued-text [905, 68, 1190, 292]
article-contemporary [609, 68, 888, 546]
article-subtitle-2: ΤΙ ΕΙΠΕΝ Ο κ. ΡΑΛΛΗΣ [976, 375, 1119, 390]
bourse-price: 1.44.— [271, 416, 307, 428]
article-subtitle: Η ΑΦΙΞΙΣ ΤΟΥ ΒΙΝΣΕΝΤ [934, 347, 1161, 369]
bourse-security: Δημ. Ἔργων [62, 390, 125, 402]
article-paragraph: ρῶν στερήσεων τὰς ὁποίας οὗτοι ὑφίστανται. Συνέπεια τοῦ ἐρεθισμοῦ τούτου δύναται νὰ θεωρηθῇ ἡ ἐκφρασθεῖσα παρὰ πάντων τῶν ἐν τῇ νήσῳ Μωαμεθανῶν παράκλησις πρὸς τὰς Δυνάμεις ὅπως ἐπισπεύσουν τὴν λύσιν τοῦ Κρητικοῦ ζητήματος. [905, 69, 1190, 185]
article-paragraph: Ἀσφαλῶς πληροφορούμεθα, ὅτι πρὶν ἢ ἡ Βουλὴ ἐπιληφθῇ τοῦ ζητήματος τῆς εἰρήνης καὶ πρὸ πάσης ἄλλης συζητήσεως ἡ ἀντιπολίτευσις θὰ προβάλῃ ζήτημα ἐμπιστοσύνης πρὸς τὴν Κυβέρνησιν ὡς ἀνεπαρκῆ διὰ τὰς παρούσας περιστάσεις καὶ ὡς κακῶς διαχειρισθεῖσαν τὸ ἐθνικὸν ζήτημα. [1207, 117, 1580, 216]
article-paragraph: χεται ἀπὸ τῆς εἰς τὴν Ἑλληνικὴν Κυβέρνησιν ἀνακοινώσεως τῆς Συνθήκης καὶ ὄχι ἀπὸ τῆς ἐπικυρώσεως αὐτῆς ὑπὸ τοῦ Σουλτάνου. [319, 69, 592, 111]
masthead-rule [52, 62, 1588, 64]
bourse-security: Σιδ. Πελοπ. [62, 364, 122, 376]
bourse-price [263, 429, 309, 442]
treaty-title: ΑΙ ΕΝ ΤΗ ΣΥΝΘΗΚΗ [60, 1292, 302, 1317]
article-heading: Ποία ἡ σημασία τῆς μεσολαβήσεως τῆς Εὐρώπης [322, 167, 589, 199]
bourse-price: 32.15 [278, 377, 307, 389]
treaty-heading: Αἱ ζητηθεῖσαι ἐξηγήσεις [88, 1341, 274, 1356]
article-title: ΑΙ ΑΛΛΑΙ ΑΠΑΙΤΗΣΕΙΣ [905, 1059, 1190, 1083]
